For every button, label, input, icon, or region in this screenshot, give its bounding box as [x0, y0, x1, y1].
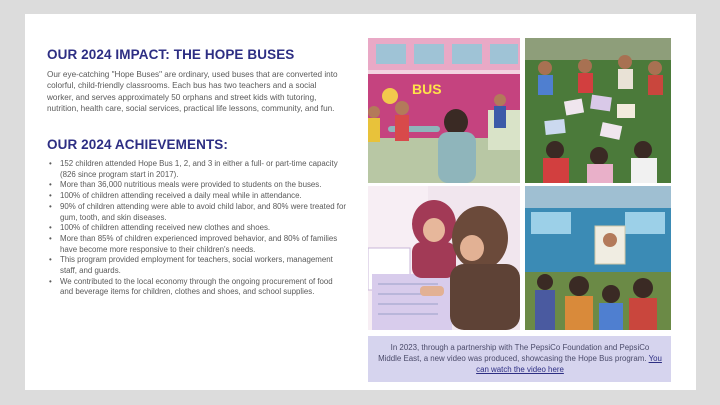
impact-description: Our eye-catching "Hope Buses" are ordinary, used buses that are converted into colorful, child-friendly classrooms. Each bus has two teachers and a social worker, and serves approximately 50 orphans and street kids with tutoring, nutrition, health care, social services, practical life lessons, community, and fun.	[47, 70, 338, 113]
achievement-item: • 90% of children attending were able to avoid child labor, and 80% were treated for gum, tooth, and skin diseases.	[47, 202, 347, 223]
photo-girls-writing	[368, 186, 520, 330]
slide	[25, 14, 696, 390]
bus-sign-text: BUS	[412, 81, 442, 97]
achievement-item: • More than 85% of children experienced improved behavior, and 80% of families have become more responsive to their children's needs.	[47, 234, 347, 255]
achievement-item: • 152 children attended Hope Bus 1, 2, and 3 in either a full- or part-time capacity (826 since program start in 2017).	[47, 159, 347, 180]
achievement-item: • 100% of children attending received new clothes and shoes.	[47, 223, 347, 234]
achievement-item: • More than 36,000 nutritious meals were provided to students on the buses.	[47, 180, 347, 191]
achievements-heading: OUR 2024 ACHIEVEMENTS:	[47, 137, 228, 152]
photo-children-reading	[525, 38, 671, 183]
video-caption-text: In 2023, through a partnership with The PepsiCo Foundation and PepsiCo Middle East, a new video was produced, showcasing the Hope Bus program.	[378, 343, 650, 363]
video-caption	[378, 342, 662, 375]
watch-video-link[interactable]: You can watch the video here	[476, 354, 662, 374]
photo-blue-bus-children	[525, 186, 671, 330]
achievement-item: • This program provided employment for teachers, social workers, management staff, and guards.	[47, 255, 347, 276]
video-caption-box	[368, 336, 671, 382]
photo-hope-bus-children	[368, 38, 520, 183]
achievement-item: • 100% of children attending received a daily meal while in attendance.	[47, 191, 347, 202]
achievements-list	[47, 159, 347, 298]
impact-heading: OUR 2024 IMPACT: THE HOPE BUSES	[47, 47, 295, 62]
achievement-item: • We contributed to the local economy through the ongoing procurement of food and beverage items for children, clothes and shoes, and school supplies.	[47, 277, 347, 298]
